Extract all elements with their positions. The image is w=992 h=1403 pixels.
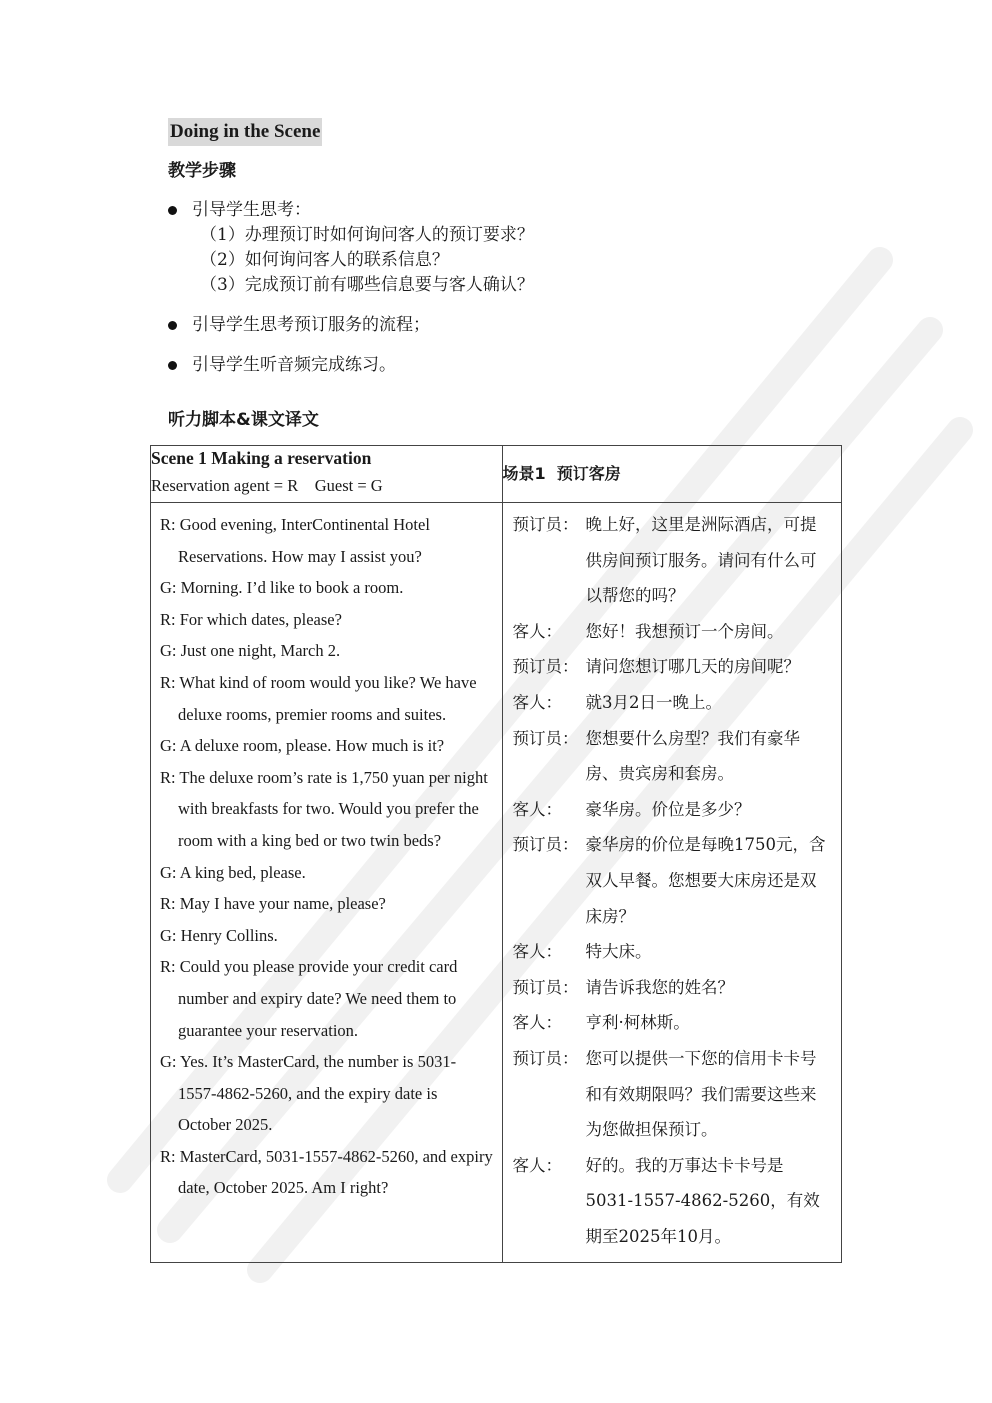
dialogue-line-zh [513, 614, 832, 650]
dialogue-line-zh [513, 792, 832, 828]
dialogue-text: 豪华房。价位是多少？ [585, 799, 751, 819]
dialogue-line-zh [513, 685, 832, 721]
sub-question: （3）完成预订前有哪些信息要与客人确认？ [200, 275, 534, 295]
chinese-dialogue-cell [502, 503, 842, 1263]
bullet-item [168, 197, 868, 298]
dialogue-line-en: R: Could you please provide your credit card number and expiry date? We need them to guarantee your reservation. [160, 957, 458, 1040]
dialogue-line-zh [513, 507, 832, 614]
speaker-label: 客人： [512, 1013, 562, 1033]
sub-question-list [192, 223, 868, 298]
speaker-label: 客人： [512, 1155, 562, 1175]
dialogue-line-en: R: May I have your name, please? [160, 894, 386, 914]
speaker-label: 客人： [512, 942, 562, 962]
chinese-dialogue [503, 503, 842, 1262]
dialogue-line-zh [513, 934, 832, 970]
bullet-item [168, 352, 868, 378]
speaker-label: 客人： [512, 692, 562, 712]
bullet-dot-icon [168, 361, 177, 370]
dialogue-line-en: R: For which dates, please? [160, 609, 342, 629]
dialogue-text: 豪华房的价位是每晚1750元，含双人早餐。您想要大床房还是双床房？ [585, 835, 826, 926]
dialogue-line-en: G: Just one night, March 2. [160, 641, 341, 661]
speaker-label: 预订员： [512, 728, 579, 748]
speaker-label: 预订员： [512, 515, 579, 534]
dialogue-line-en: G: Morning. I’d like to book a room. [160, 578, 404, 598]
bullet-dot-icon [168, 321, 177, 330]
dialogue-line-en: G: A deluxe room, please. How much is it? [160, 736, 445, 756]
dialogue-text: 晚上好，这里是洲际酒店，可提供房间预订服务。请问有什么可以帮您的吗？ [585, 515, 817, 606]
dialogue-line-zh [513, 827, 832, 934]
section-title: Doing in the Scene [168, 118, 322, 146]
dialogue-text: 您想要什么房型？我们有豪华房、贵宾房和套房。 [585, 728, 800, 784]
dialogue-text: 请问您想订哪几天的房间呢？ [585, 657, 800, 677]
sub-question: （1）办理预订时如何询问客人的预订要求？ [200, 225, 534, 245]
speaker-label: 预订员： [512, 1048, 579, 1068]
dialogue-line-zh [513, 1148, 832, 1255]
scene-title-en: Scene 1 Making a reservation [151, 448, 372, 468]
table-header-row [151, 446, 842, 503]
dialogue-text: 您可以提供一下您的信用卡卡号和有效期限吗？我们需要这些来为您做担保预订。 [585, 1048, 817, 1140]
bullet-text: 引导学生思考： [192, 200, 311, 220]
dialogue-text: 好的。我的万事达卡卡号是5031-1557-4862-5260，有效期至2025年10月。 [585, 1155, 820, 1246]
speaker-label: 预订员： [512, 977, 579, 997]
dialogue-line-en: R: What kind of room would you like? We have deluxe rooms, premier rooms and suites. [160, 672, 477, 724]
chinese-header-cell [502, 446, 842, 503]
dialogue-line-en: G: Henry Collins. [160, 925, 278, 945]
table-body-row [151, 503, 842, 1263]
english-dialogue-cell [151, 503, 503, 1263]
speaker-label: 客人： [512, 621, 562, 641]
script-heading: 听力脚本&课文译文 [168, 410, 319, 430]
bullet-text: 引导学生思考预订服务的流程； [192, 315, 430, 335]
sub-question: （2）如何询问客人的联系信息？ [200, 250, 449, 270]
dialogue-line-zh [513, 649, 832, 685]
dialogue-line-zh [513, 1005, 832, 1041]
dialogue-text: 您好！我想预订一个房间。 [585, 621, 784, 641]
dialogue-line-en: R: MasterCard, 5031-1557-4862-5260, and expiry date, October 2025. Am I right? [160, 1146, 493, 1198]
bullet-item [168, 312, 868, 338]
speaker-label: 预订员： [512, 657, 579, 677]
english-dialogue [151, 503, 502, 1208]
dialogue-line-en: G: A king bed, please. [160, 862, 306, 882]
dialogue-table [150, 445, 842, 1263]
dialogue-text: 就3月2日一晚上。 [585, 692, 722, 712]
dialogue-line-en: R: Good evening, InterContinental Hotel Reservations. How may I assist you? [160, 515, 430, 566]
teaching-steps-list [168, 197, 868, 392]
dialogue-line-zh [513, 721, 832, 792]
dialogue-text: 请告诉我您的姓名？ [585, 977, 734, 997]
dialogue-text: 特大床。 [585, 942, 652, 962]
speaker-label: 预订员： [512, 835, 579, 855]
dialogue-line-en: R: The deluxe room’s rate is 1,750 yuan per night with breakfasts for two. Would you prefer the room with a king bed or two twin beds? [160, 767, 488, 850]
roles-legend: Reservation agent = R Guest = G [151, 476, 383, 495]
speaker-label: 客人： [512, 799, 562, 819]
bullet-dot-icon [168, 206, 177, 215]
scene-title-zh: 场景1 预订客房 [502, 464, 621, 483]
dialogue-text: 亨利·柯林斯。 [585, 1013, 690, 1033]
teaching-steps-heading: 教学步骤 [168, 161, 236, 181]
english-header-cell [151, 446, 503, 503]
dialogue-line-en: G: Yes. It’s MasterCard, the number is 5031-1557-4862-5260, and the expiry date is October 2025. [160, 1052, 457, 1135]
bullet-text: 引导学生听音频完成练习。 [192, 355, 396, 375]
dialogue-line-zh [513, 1041, 832, 1148]
dialogue-line-zh [513, 970, 832, 1006]
